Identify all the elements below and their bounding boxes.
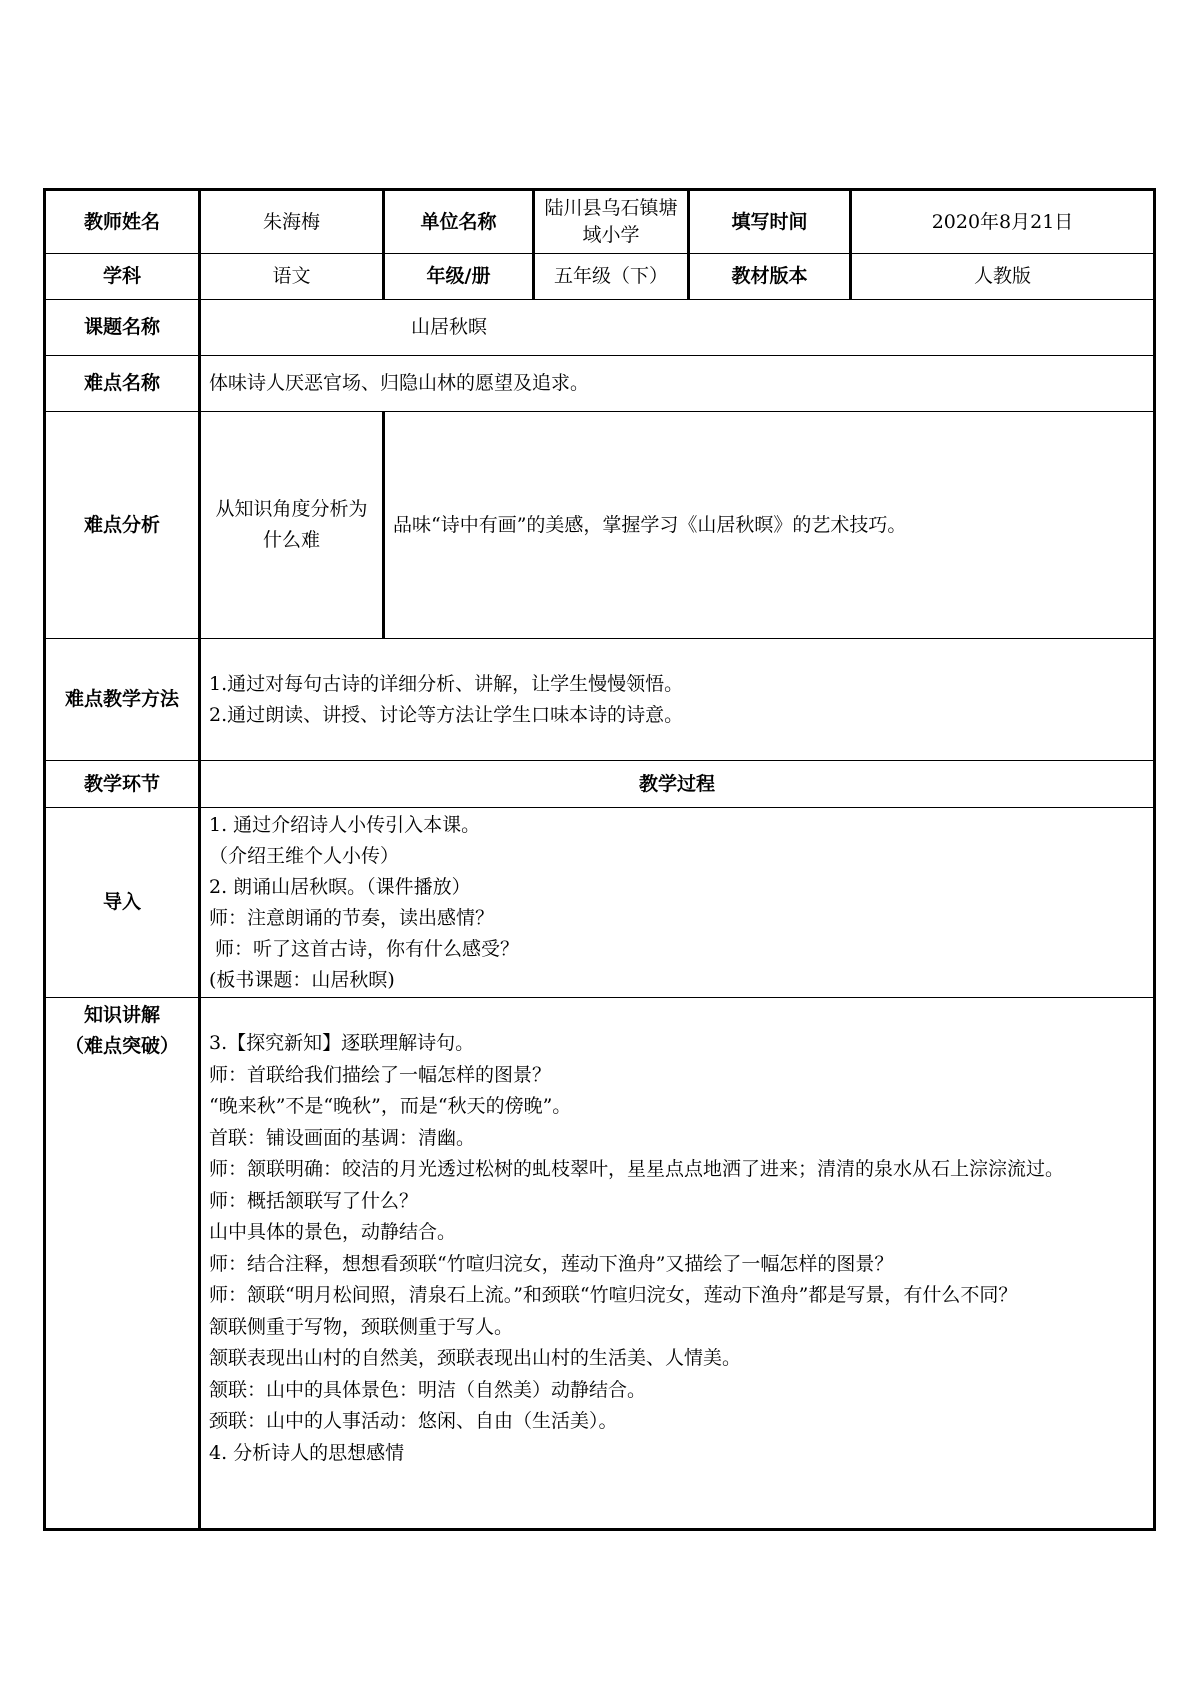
- row-knowledge: [45, 998, 1155, 1530]
- method-label: 难点教学方法: [45, 639, 200, 761]
- difficulty-value: 体味诗人厌恶官场、归隐山林的愿望及追求。: [200, 356, 1155, 412]
- topic-label: 课题名称: [45, 300, 200, 356]
- analysis-value: 品味“诗中有画”的美感，掌握学习《山居秋暝》的艺术技巧。: [384, 412, 1155, 639]
- date-value: 2020年8月21日: [851, 190, 1155, 254]
- intro-line: （介绍王维个人小传）: [209, 845, 400, 867]
- intro-label: 导入: [45, 808, 200, 998]
- edition-value: 人教版: [851, 254, 1155, 300]
- grade-value: 五年级（下）: [534, 254, 689, 300]
- knowledge-line: 师：颔联明确：皎洁的月光透过松树的虬枝翠叶，星星点点地洒了进来；清清的泉水从石上淙淙流过。: [209, 1158, 1065, 1180]
- knowledge-label-line2: （难点突破）: [64, 1035, 179, 1057]
- row-intro: [45, 808, 1155, 998]
- analysis-sub-label: 从知识角度分析为什么难: [200, 412, 384, 639]
- row-method: [45, 639, 1155, 761]
- lesson-plan-table: [43, 188, 1156, 1531]
- method-line: 1.通过对每句古诗的详细分析、讲解，让学生慢慢领悟。: [209, 672, 684, 695]
- edition-label: 教材版本: [689, 254, 851, 300]
- knowledge-line: 师：概括颔联写了什么？: [209, 1189, 419, 1212]
- stage-header: 教学环节: [45, 761, 200, 808]
- knowledge-line: 4. 分析诗人的思想感情: [209, 1441, 405, 1464]
- knowledge-label-line1: 知识讲解: [83, 1004, 160, 1026]
- intro-line: 1. 通过介绍诗人小传引入本课。: [209, 814, 481, 836]
- knowledge-label: [45, 998, 200, 1530]
- method-lines: [200, 639, 1155, 761]
- knowledge-lines: [200, 998, 1155, 1530]
- knowledge-line: “晚来秋”不是“晚秋”，而是“秋天的傍晚”。: [209, 1095, 572, 1117]
- teacher-value: 朱海梅: [200, 190, 384, 254]
- knowledge-line: 颔联表现出山村的自然美，颈联表现出山村的生活美、人情美。: [209, 1347, 742, 1369]
- knowledge-line: 3.【探究新知】逐联理解诗句。: [209, 1032, 475, 1054]
- row-analysis: [45, 412, 1155, 639]
- method-line: 2.通过朗读、讲授、讨论等方法让学生口味本诗的诗意。: [209, 703, 684, 726]
- knowledge-line: 师：颔联“明月松间照，清泉石上流。”和颈联“竹喧归浣女，莲动下渔舟”都是写景，有什么不同？: [209, 1284, 1018, 1306]
- row-subject: [45, 254, 1155, 300]
- intro-line: 师：注意朗诵的节奏，读出感情？: [209, 907, 495, 929]
- unit-value: 陆川县乌石镇塘域小学: [534, 190, 689, 254]
- row-teacher: [45, 190, 1155, 254]
- intro-line: (板书课题：山居秋暝): [209, 969, 395, 991]
- row-process-header: [45, 761, 1155, 808]
- intro-line: 师：听了这首古诗，你有什么感受？: [209, 938, 520, 960]
- knowledge-line: 山中具体的景色，动静结合。: [209, 1221, 457, 1243]
- knowledge-line: 颔联侧重于写物，颈联侧重于写人。: [209, 1315, 514, 1338]
- knowledge-line: 师：首联给我们描绘了一幅怎样的图景？: [209, 1063, 552, 1086]
- knowledge-line: 颈联：山中的人事活动：悠闲、自由（生活美）。: [209, 1410, 618, 1432]
- knowledge-line: 师：结合注释，想想看颈联“竹喧归浣女，莲动下渔舟”又描绘了一幅怎样的图景？: [209, 1252, 894, 1275]
- knowledge-line: 颔联：山中的具体景色：明洁（自然美）动静结合。: [209, 1378, 647, 1401]
- lesson-plan-sheet: [43, 188, 1153, 1531]
- analysis-label: 难点分析: [45, 412, 200, 639]
- row-difficulty: [45, 356, 1155, 412]
- row-topic: [45, 300, 1155, 356]
- subject-value: 语文: [200, 254, 384, 300]
- process-header: 教学过程: [200, 761, 1155, 808]
- difficulty-label: 难点名称: [45, 356, 200, 412]
- grade-label: 年级/册: [384, 254, 534, 300]
- intro-lines: [200, 808, 1155, 998]
- teacher-label: 教师姓名: [45, 190, 200, 254]
- intro-line: 2. 朗诵山居秋暝。（课件播放）: [209, 876, 471, 898]
- date-label: 填写时间: [689, 190, 851, 254]
- unit-label: 单位名称: [384, 190, 534, 254]
- knowledge-line: 首联：铺设画面的基调：清幽。: [209, 1126, 476, 1149]
- subject-label: 学科: [45, 254, 200, 300]
- topic-value: 山居秋暝: [200, 300, 1155, 356]
